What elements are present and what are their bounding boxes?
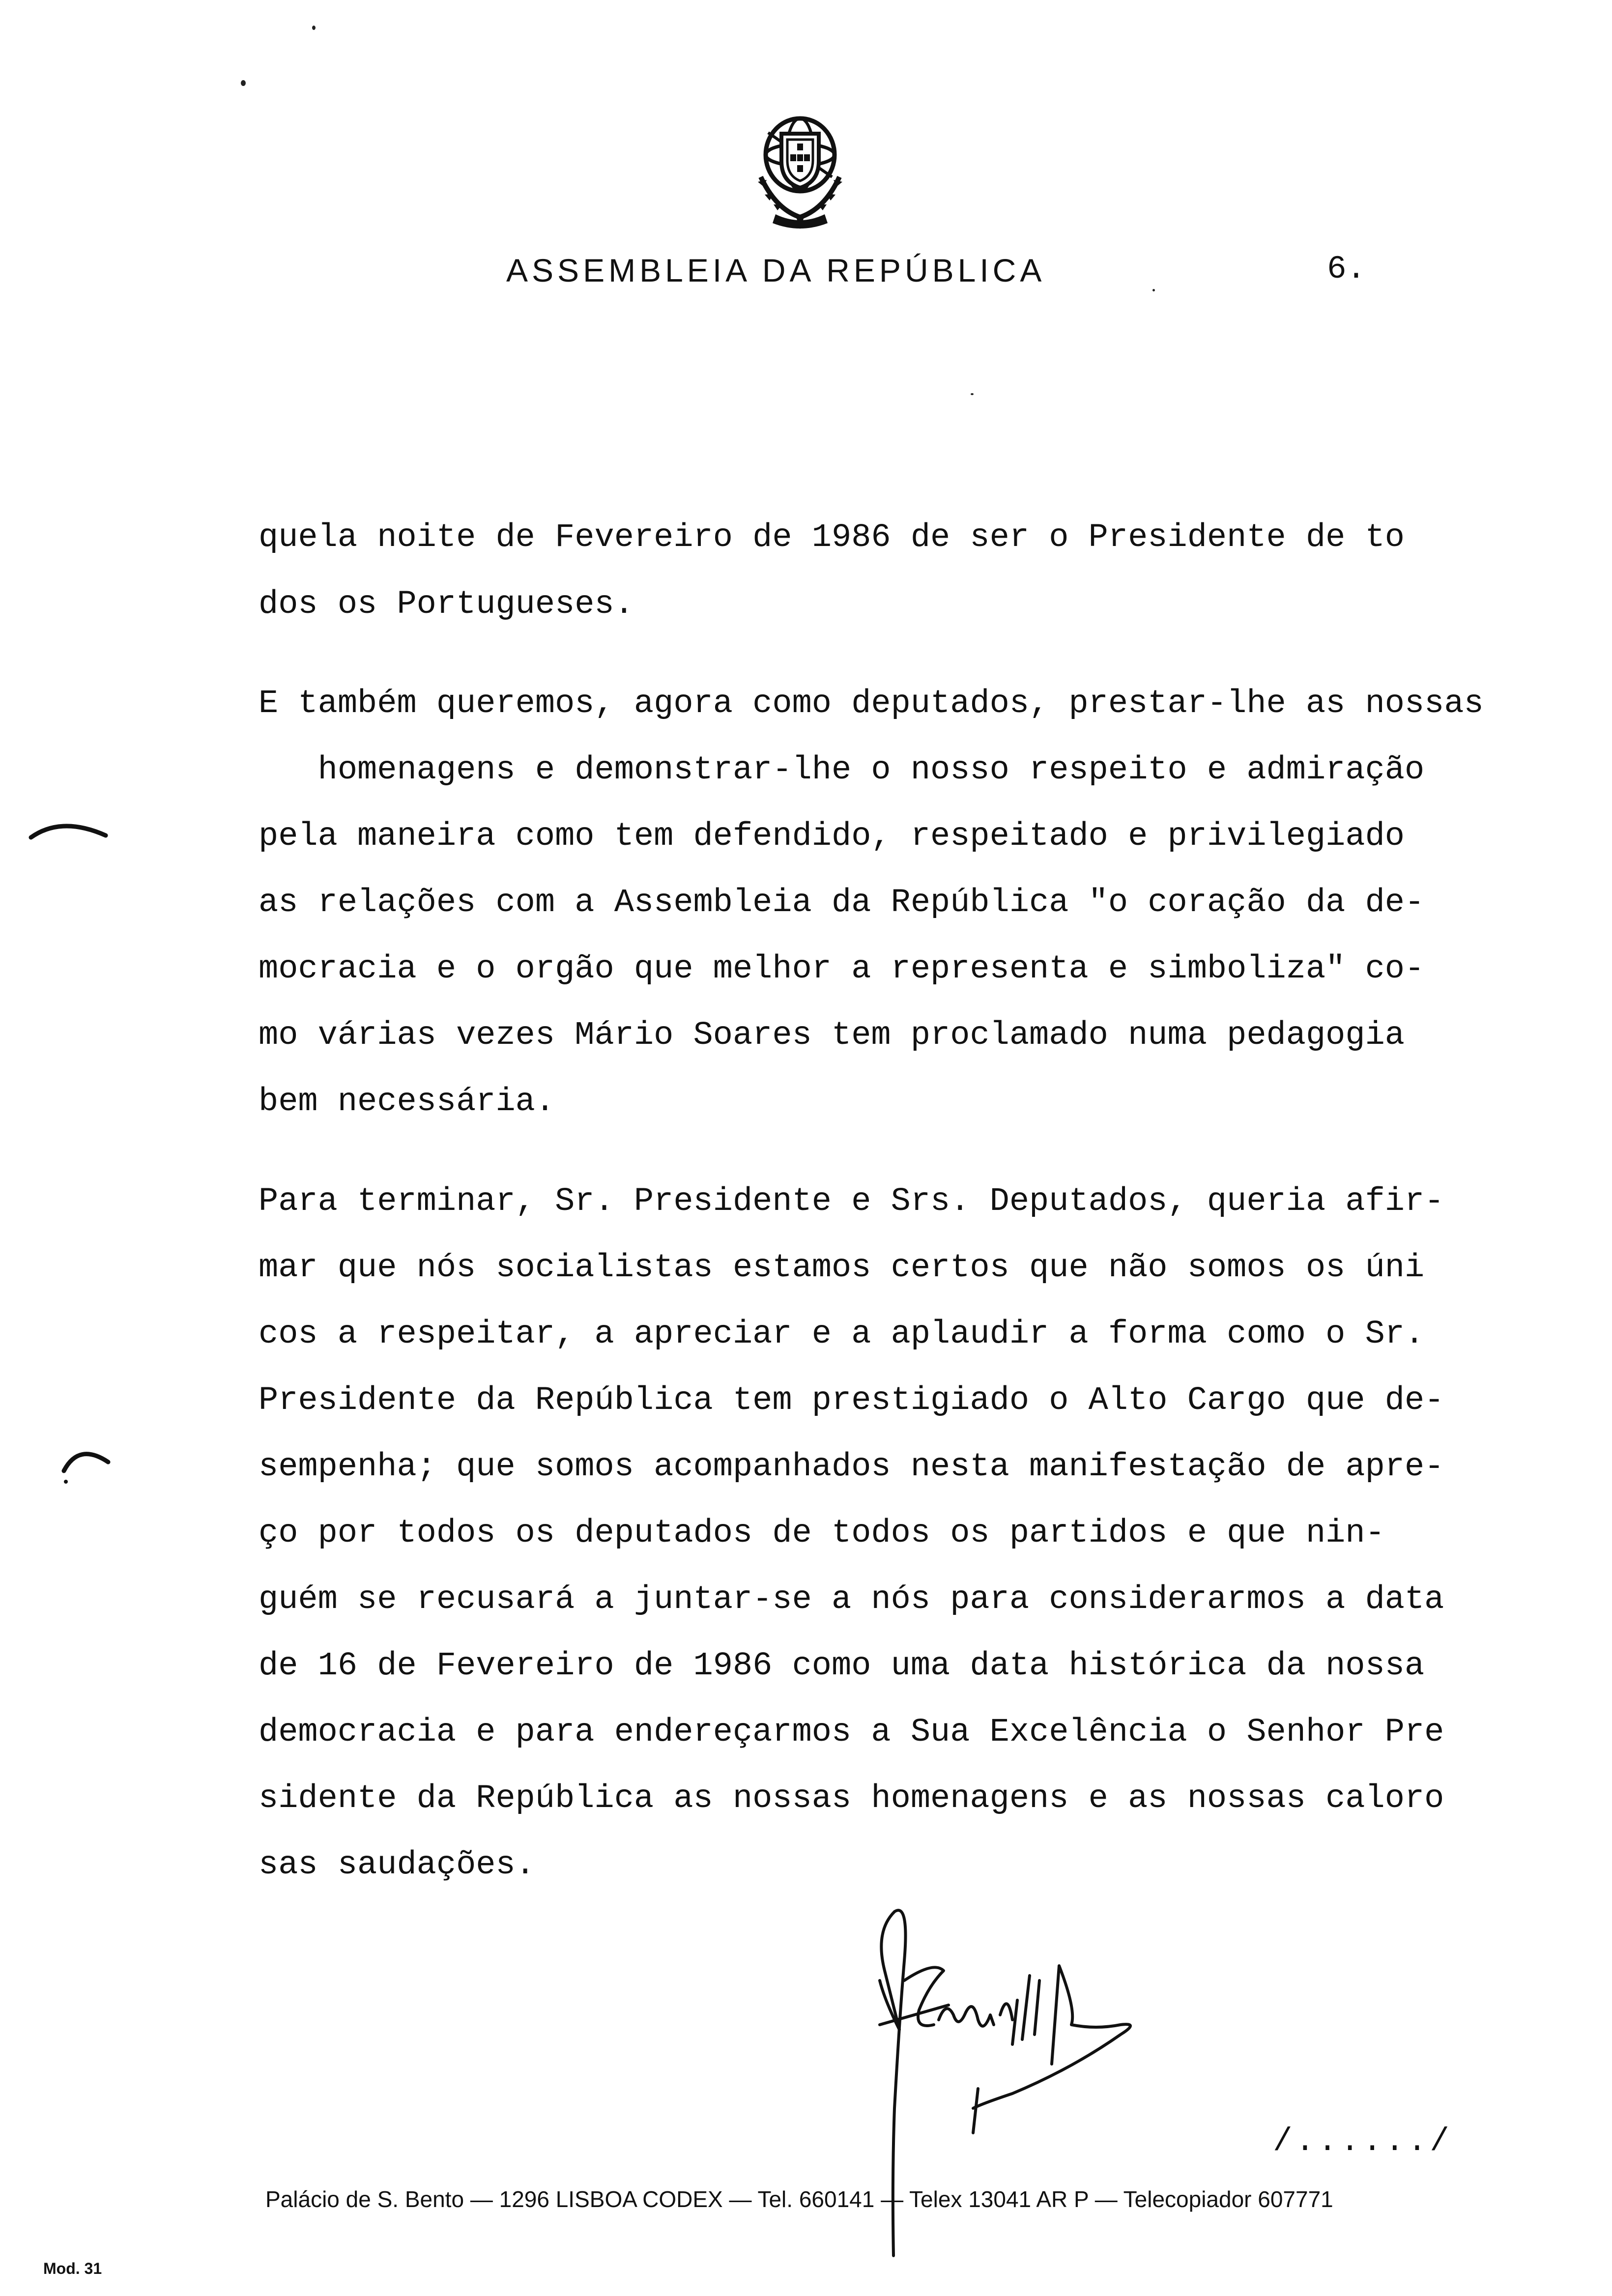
body-line: bem necessária.	[259, 1083, 555, 1120]
body-line: mocracia e o orgão que melhor a representa e simboliza" co-	[259, 950, 1425, 988]
header-title: ASSEMBLEIA DA REPÚBLICA	[506, 252, 1046, 288]
body-line: democracia e para endereçarmos a Sua Excelência o Senhor Pre	[259, 1714, 1444, 1751]
portuguese-coat-of-arms-icon	[741, 103, 859, 231]
body-line: mo várias vezes Mário Soares tem proclamado numa pedagogia	[259, 1017, 1405, 1054]
body-line: ço por todos os deputados de todos os partidos e que nin-	[259, 1515, 1385, 1552]
body-line: sas saudações.	[259, 1846, 535, 1884]
body-line: dos os Portugueses.	[259, 586, 634, 623]
body-line: Presidente da República tem prestigiado o Alto Cargo que de-	[259, 1382, 1444, 1419]
body-line: sempenha; que somos acompanhados nesta manifestação de apre-	[259, 1448, 1444, 1486]
scan-speck	[1152, 289, 1155, 291]
scan-speck	[312, 26, 316, 30]
body-line: pela maneira como tem defendido, respeitado e privilegiado	[259, 818, 1405, 855]
continuation-mark: /....../	[1273, 2123, 1452, 2160]
body-line: mar que nós socialistas estamos certos que não somos os úni	[259, 1249, 1425, 1287]
footer-address: Palácio de S. Bento — 1296 LISBOA CODEX — Tel. 660141 — Telex 13041 AR P — Telecopiador 607771	[265, 2186, 1333, 2212]
body-line: homenagens e demonstrar-lhe o nosso respeito e admiração	[259, 751, 1425, 789]
body-line: guém se recusará a juntar-se a nós para considerarmos a data	[259, 1581, 1444, 1618]
body-line: cos a respeitar, a apreciar e a aplaudir a forma como o Sr.	[259, 1316, 1425, 1353]
form-code: Mod. 31	[43, 2260, 102, 2277]
body-line: Para terminar, Sr. Presidente e Srs. Deputados, queria afir-	[259, 1183, 1444, 1220]
scan-speck	[241, 80, 246, 86]
body-line: sidente da República as nossas homenagens e as nossas caloro	[259, 1780, 1444, 1817]
scan-speck	[971, 393, 974, 395]
page-number: 6.	[1327, 251, 1366, 287]
margin-arc-mark-icon	[59, 1442, 113, 1487]
body-line: as relações com a Assembleia da República "o coração da de-	[259, 884, 1425, 921]
body-line: de 16 de Fevereiro de 1986 como uma data histórica da nossa	[259, 1647, 1425, 1685]
margin-arc-mark-icon	[27, 816, 111, 845]
body-line: E também queremos, agora como deputados, prestar-lhe as nossas	[259, 685, 1484, 722]
body-line: quela noite de Fevereiro de 1986 de ser o Presidente de to	[259, 519, 1405, 556]
